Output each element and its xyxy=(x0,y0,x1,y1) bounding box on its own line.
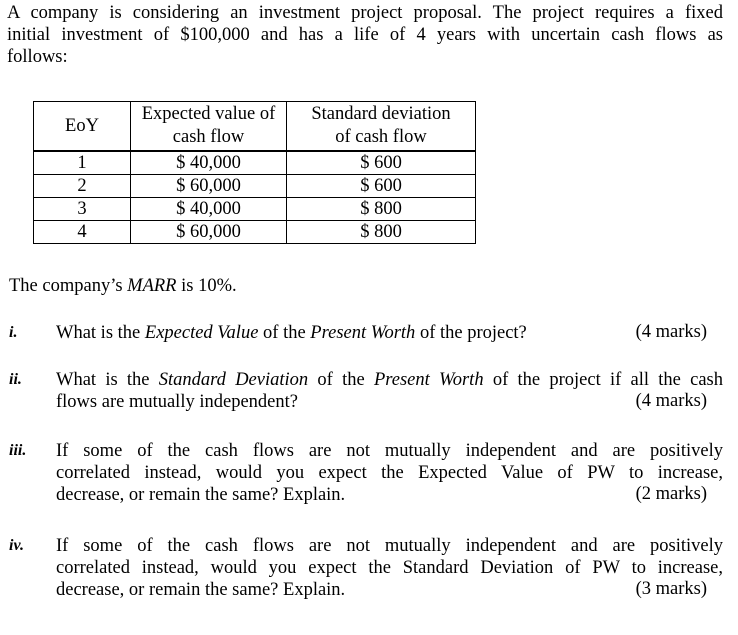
intro-line-2: initial investment of $100,000 and has a life of 4 years with uncertain cash flows as xyxy=(7,25,723,45)
text-fragment: of the xyxy=(308,370,374,390)
cell-expected: $ 60,000 xyxy=(131,221,287,244)
cell-sd: $ 600 xyxy=(287,175,476,198)
text-fragment: of the xyxy=(258,323,311,343)
cell-eoy: 2 xyxy=(34,175,131,198)
question-body xyxy=(56,440,723,506)
table-row xyxy=(34,198,476,221)
header-expected-value xyxy=(131,102,287,152)
marks-label: (3 marks) xyxy=(635,579,707,599)
question-i xyxy=(9,322,723,344)
marr-term: MARR xyxy=(127,276,177,296)
cell-sd: $ 800 xyxy=(287,221,476,244)
question-body xyxy=(56,535,723,601)
marr-statement xyxy=(9,275,237,297)
question-line-2: correlated instead, would you expect the Expected Value of PW to increase, xyxy=(56,463,723,483)
table-row xyxy=(34,151,476,175)
question-line-1 xyxy=(56,369,723,391)
header-standard-deviation xyxy=(287,102,476,152)
question-line-2: flows are mutually independent? xyxy=(56,392,298,412)
text-fragment: What is the xyxy=(56,370,159,390)
question-body xyxy=(56,369,723,413)
marks-label: (4 marks) xyxy=(635,322,707,342)
header-expected-line-1: Expected value of xyxy=(141,104,276,124)
table-header-row xyxy=(34,102,476,152)
question-number: iii. xyxy=(9,442,27,459)
marr-suffix: is 10%. xyxy=(176,276,237,296)
text-fragment: of the project? xyxy=(415,323,527,343)
table-row xyxy=(34,221,476,244)
intro-line-3: follows: xyxy=(7,47,68,67)
question-ii xyxy=(9,369,723,413)
cell-eoy: 3 xyxy=(34,198,131,221)
cell-expected: $ 40,000 xyxy=(131,198,287,221)
header-sd-line-2: of cash flow xyxy=(335,127,427,147)
question-number: ii. xyxy=(9,371,22,388)
marks-label: (4 marks) xyxy=(635,391,707,411)
emphasis-term: Standard Deviation xyxy=(158,370,309,390)
header-eoy: EoY xyxy=(34,102,131,152)
intro-line-1: A company is considering an investment project proposal. The project requires a fixed xyxy=(7,3,723,23)
cell-expected: $ 40,000 xyxy=(131,151,287,175)
cash-flow-table xyxy=(33,101,476,244)
text-fragment: of the project if all the cash xyxy=(483,370,724,390)
header-expected-line-2: cash flow xyxy=(172,127,245,147)
cell-expected: $ 60,000 xyxy=(131,175,287,198)
question-line-3: decrease, or remain the same? Explain. xyxy=(56,580,346,600)
question-number: iv. xyxy=(9,537,24,554)
question-line-1: If some of the cash flows are not mutually independent and are positively xyxy=(56,441,723,461)
question-line-1: If some of the cash flows are not mutually independent and are positively xyxy=(56,536,723,556)
emphasis-term: Present Worth xyxy=(310,323,416,343)
table-row xyxy=(34,175,476,198)
cell-eoy: 4 xyxy=(34,221,131,244)
intro-paragraph xyxy=(7,2,723,68)
text-fragment: What is the xyxy=(56,323,145,343)
marks-label: (2 marks) xyxy=(635,484,707,504)
emphasis-term: Present Worth xyxy=(373,370,484,390)
marr-prefix: The company’s xyxy=(9,276,128,296)
cell-eoy: 1 xyxy=(34,151,131,175)
question-line-2: correlated instead, would you expect the Standard Deviation of PW to increase, xyxy=(56,558,723,578)
header-sd-line-1: Standard deviation xyxy=(311,104,451,124)
question-iii xyxy=(9,440,723,506)
question-line-3: decrease, or remain the same? Explain. xyxy=(56,485,346,505)
emphasis-term: Expected Value xyxy=(144,323,259,343)
question-number: i. xyxy=(9,324,18,341)
question-line xyxy=(56,322,723,344)
cell-sd: $ 600 xyxy=(287,151,476,175)
question-body xyxy=(56,322,723,344)
question-iv xyxy=(9,535,723,601)
cell-sd: $ 800 xyxy=(287,198,476,221)
